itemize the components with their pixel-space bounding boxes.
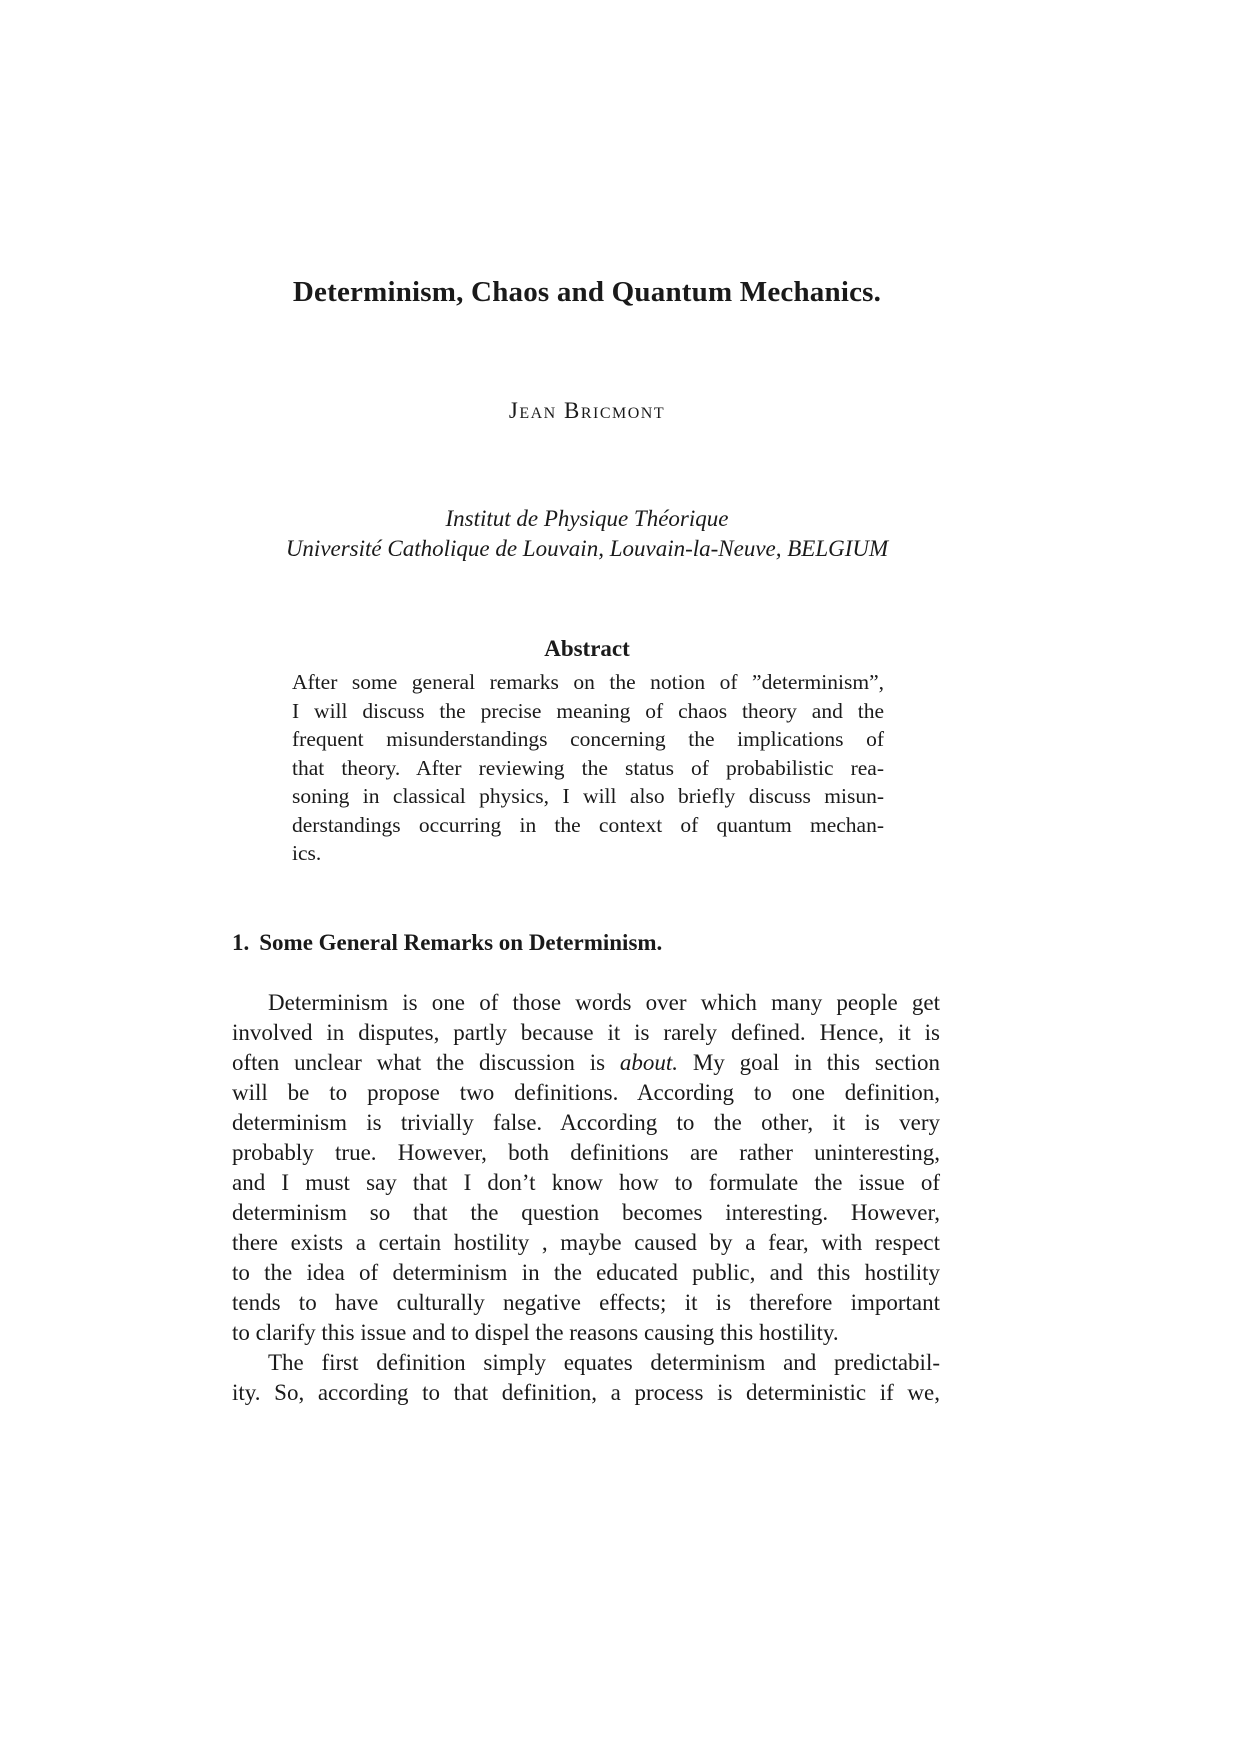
body-line: determinism so that the question becomes interesting. However, xyxy=(232,1200,940,1225)
paper-title: Determinism, Chaos and Quantum Mechanics. xyxy=(292,276,882,308)
section-heading xyxy=(232,930,662,956)
affiliation-university: Université Catholique de Louvain, Louvain-la-Neuve, BELGIUM xyxy=(285,536,889,561)
body-line: determinism is trivially false. According to the other, it is very xyxy=(232,1110,940,1135)
body-text-run: My goal in this section xyxy=(692,1050,940,1075)
body-line: will be to propose two definitions. According to one definition, xyxy=(232,1080,940,1105)
abstract-line: ics. xyxy=(292,841,322,865)
section-title: Some General Remarks on Determinism. xyxy=(259,930,663,955)
body-line: to the idea of determinism in the educated public, and this hostility xyxy=(232,1260,940,1285)
abstract-body xyxy=(292,668,884,868)
abstract-line: that theory. After reviewing the status of probabilistic rea- xyxy=(292,755,884,780)
body-line: ity. So, according to that definition, a process is deterministic if we, xyxy=(232,1380,940,1405)
body-line: tends to have culturally negative effects; it is therefore important xyxy=(232,1290,940,1315)
body-line: involved in disputes, partly because it is rarely defined. Hence, it is xyxy=(232,1020,940,1045)
abstract-line: soning in classical physics, I will also briefly discuss misun- xyxy=(292,784,884,808)
body-line: to clarify this issue and to dispel the reasons causing this hostility. xyxy=(232,1320,839,1345)
body-line: and I must say that I don’t know how to formulate the issue of xyxy=(232,1170,940,1195)
emphasis-about: about. xyxy=(619,1050,679,1075)
body-line: probably true. However, both definitions are rather uninteresting, xyxy=(232,1140,940,1165)
abstract-line: derstandings occurring in the context of quantum mechan- xyxy=(292,812,884,837)
affiliation-block xyxy=(0,504,1174,564)
body-line: The first definition simply equates determinism and predictabil- xyxy=(268,1350,940,1375)
body-text-run: often unclear what the discussion is xyxy=(232,1050,606,1075)
body-line: there exists a certain hostility , maybe caused by a fear, with respect xyxy=(232,1230,940,1255)
body-line xyxy=(232,1048,940,1078)
section-number: 1. xyxy=(232,930,250,955)
paper-author: Jean Bricmont xyxy=(508,398,666,423)
affiliation-institute: Institut de Physique Théorique xyxy=(445,506,729,531)
abstract-heading: Abstract xyxy=(544,636,630,661)
section-body xyxy=(232,988,940,1408)
body-line: Determinism is one of those words over which many people get xyxy=(268,990,940,1015)
abstract-line: frequent misunderstandings concerning the implications of xyxy=(292,727,884,751)
abstract-line: After some general remarks on the notion of ”determinism”, xyxy=(292,670,884,694)
abstract-line: I will discuss the precise meaning of chaos theory and the xyxy=(292,698,884,723)
